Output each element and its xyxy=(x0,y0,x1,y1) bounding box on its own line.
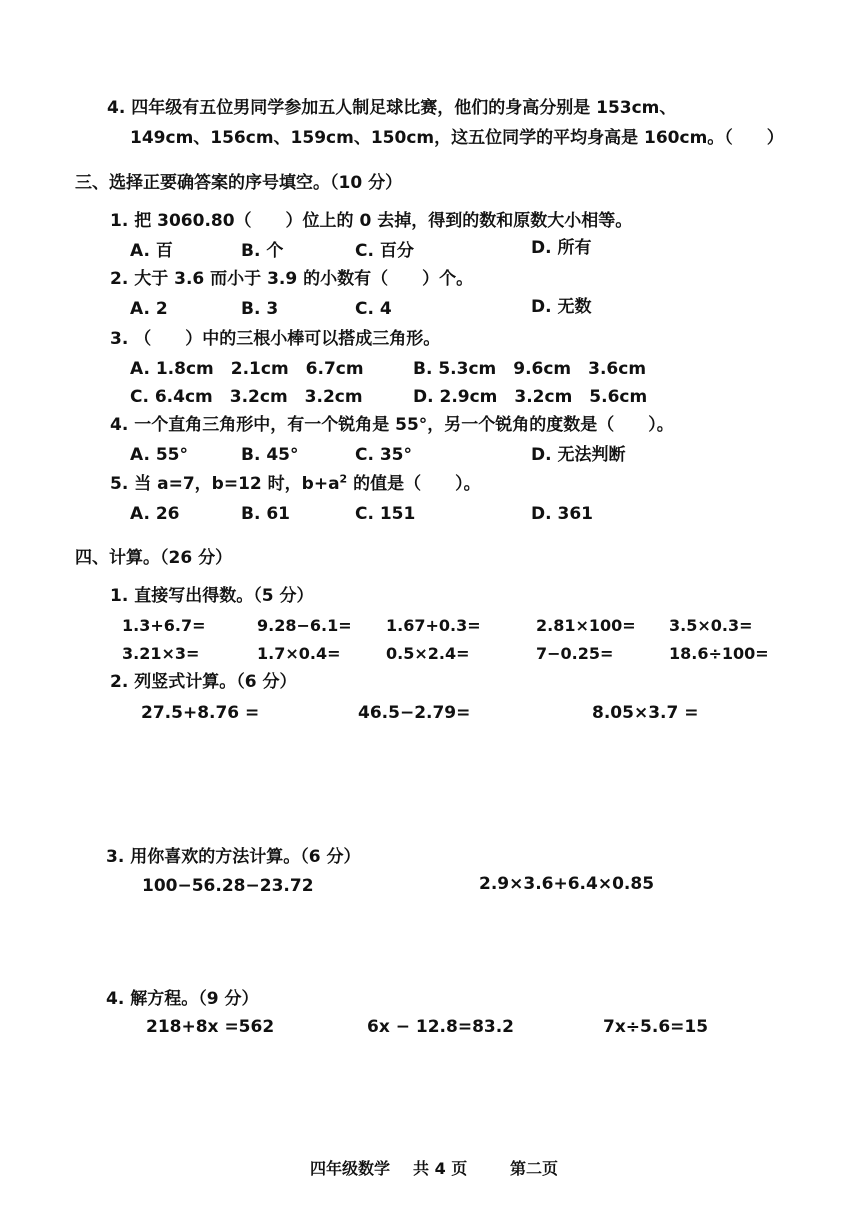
q1-option-b: B. 个 xyxy=(241,241,284,261)
section4-title: 四、计算。（26 分） xyxy=(75,548,233,568)
vertical-calc-1: 27.5+8.76 = xyxy=(141,703,260,723)
q3-stem: 3. （ ）中的三根小棒可以搭成三角形。 xyxy=(110,329,441,349)
oral-calc-1: 1.3+6.7= xyxy=(122,616,206,635)
q4-option-b: B. 45° xyxy=(241,445,299,465)
oral-calc-10: 18.6÷100= xyxy=(669,644,769,663)
oral-calc-8: 0.5×2.4= xyxy=(386,644,470,663)
q5-option-a: A. 26 xyxy=(130,504,180,524)
judge-q4-line1: 4. 四年级有五位男同学参加五人制足球比赛，他们的身高分别是 153cm、 xyxy=(107,98,677,118)
q5-option-d: D. 361 xyxy=(531,504,593,524)
q3-option-c: C. 6.4cm 3.2cm 3.2cm xyxy=(130,387,363,407)
q3-option-b: B. 5.3cm 9.6cm 3.6cm xyxy=(413,359,647,379)
oral-calc-4: 2.81×100= xyxy=(536,616,636,635)
q2-option-d: D. 无数 xyxy=(531,297,592,317)
q1-option-d: D. 所有 xyxy=(531,238,592,258)
q3-option-a: A. 1.8cm 2.1cm 6.7cm xyxy=(130,359,364,379)
part1-title: 1. 直接写出得数。（5 分） xyxy=(110,586,314,606)
q5-stem-before: 5. 当 a=7，b=12 时，b+a xyxy=(110,474,340,494)
oral-calc-9: 7−0.25= xyxy=(536,644,614,663)
q2-option-a: A. 2 xyxy=(130,299,168,319)
equation-1: 218+8x =562 xyxy=(146,1017,275,1037)
q4-option-c: C. 35° xyxy=(355,445,413,465)
q1-option-a: A. 百 xyxy=(130,241,173,261)
q2-option-c: C. 4 xyxy=(355,299,392,319)
part4-title: 4. 解方程。（9 分） xyxy=(106,989,259,1009)
equation-3: 7x÷5.6=15 xyxy=(603,1017,709,1037)
oral-calc-6: 3.21×3= xyxy=(122,644,200,663)
q1-option-c: C. 百分 xyxy=(355,241,414,261)
q2-option-b: B. 3 xyxy=(241,299,279,319)
q1-stem: 1. 把 3060.80（ ）位上的 0 去掉，得到的数和原数大小相等。 xyxy=(110,211,633,231)
q2-stem: 2. 大于 3.6 而小于 3.9 的小数有（ ）个。 xyxy=(110,269,474,289)
q5-stem xyxy=(110,473,481,495)
q4-option-d: D. 无法判断 xyxy=(531,445,626,465)
oral-calc-7: 1.7×0.4= xyxy=(257,644,341,663)
footer-page-number: 第二页 xyxy=(510,1159,559,1178)
q5-stem-after: 的值是（ ）。 xyxy=(347,474,481,494)
q5-stem-superscript: 2 xyxy=(339,472,348,486)
footer-total-pages: 共 4 页 xyxy=(413,1159,468,1178)
footer-subject: 四年级数学 xyxy=(310,1159,391,1178)
oral-calc-3: 1.67+0.3= xyxy=(386,616,481,635)
vertical-calc-2: 46.5−2.79= xyxy=(358,703,471,723)
part3-title: 3. 用你喜欢的方法计算。（6 分） xyxy=(106,847,361,867)
judge-q4-line2: 149cm、156cm、159cm、150cm，这五位同学的平均身高是 160cm。（ ） xyxy=(130,128,784,148)
vertical-calc-3: 8.05×3.7 = xyxy=(592,703,699,723)
part2-title: 2. 列竖式计算。（6 分） xyxy=(110,672,297,692)
equation-2: 6x − 12.8=83.2 xyxy=(367,1017,515,1037)
oral-calc-5: 3.5×0.3= xyxy=(669,616,753,635)
oral-calc-2: 9.28−6.1= xyxy=(257,616,352,635)
q4-stem: 4. 一个直角三角形中，有一个锐角是 55°，另一个锐角的度数是（ ）。 xyxy=(110,415,674,435)
q4-option-a: A. 55° xyxy=(130,445,189,465)
q5-option-c: C. 151 xyxy=(355,504,416,524)
simple-calc-2: 2.9×3.6+6.4×0.85 xyxy=(479,874,655,894)
simple-calc-1: 100−56.28−23.72 xyxy=(142,876,314,896)
q3-option-d: D. 2.9cm 3.2cm 5.6cm xyxy=(413,387,648,407)
section3-title: 三、选择正要确答案的序号填空。（10 分） xyxy=(75,173,403,193)
q5-option-b: B. 61 xyxy=(241,504,290,524)
